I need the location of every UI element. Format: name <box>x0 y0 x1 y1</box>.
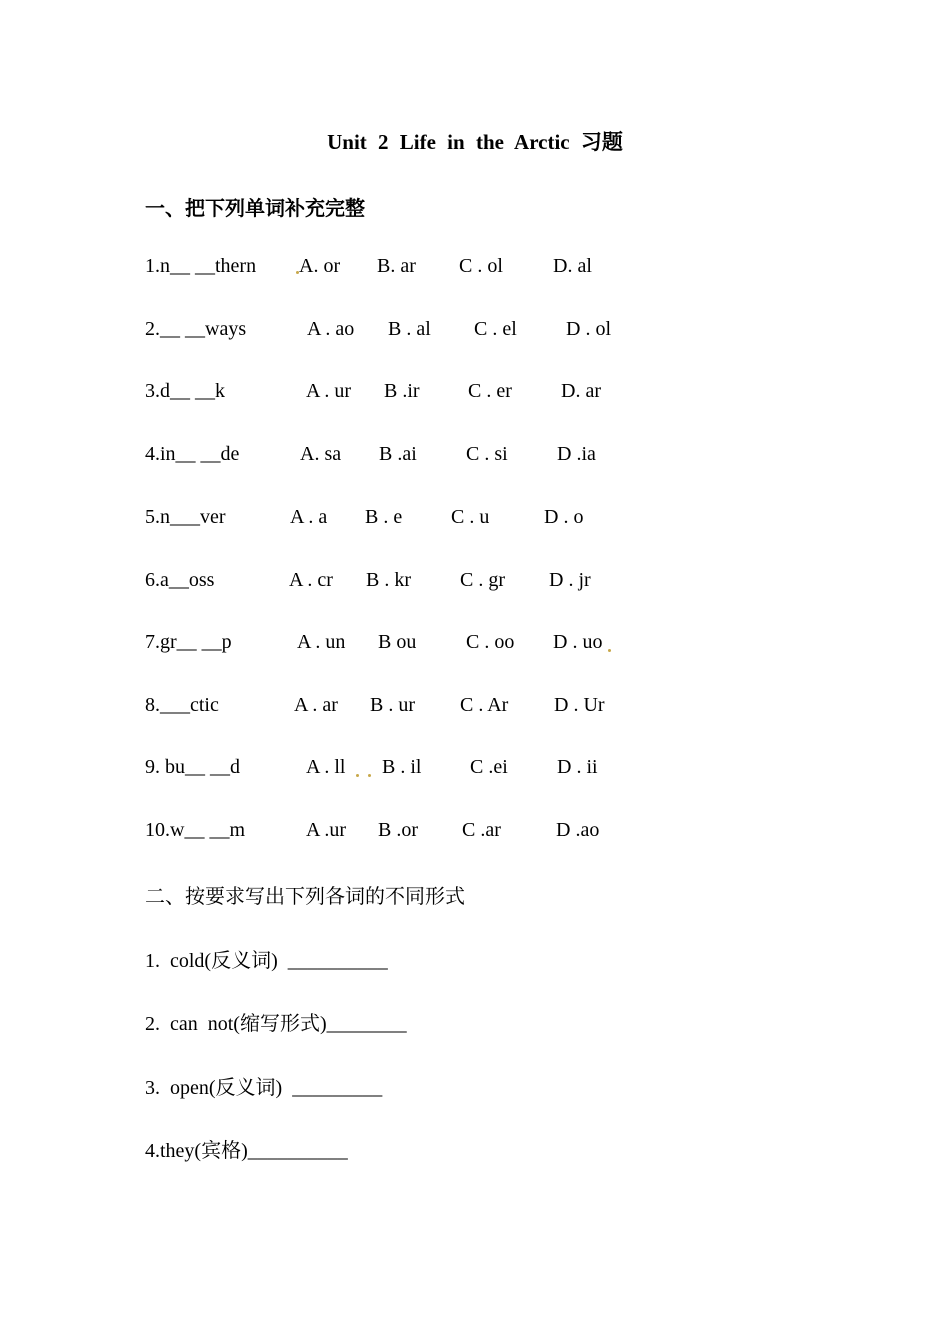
option-d: D. ar <box>561 380 601 402</box>
option-a: A . ao <box>307 318 355 340</box>
question-row <box>0 819 950 849</box>
option-a: A. sa <box>300 443 342 465</box>
option-b: B . kr <box>366 569 411 591</box>
option-a: A . ur <box>306 380 351 402</box>
option-c: C . ol <box>459 255 503 277</box>
option-c: C . gr <box>460 569 505 591</box>
question-row <box>0 631 950 661</box>
question-stem: 3.d__ __k <box>145 380 225 402</box>
option-d: D .ao <box>556 819 600 841</box>
section-1-heading: 一、把下列单词补充完整 <box>145 196 365 220</box>
option-d: D . Ur <box>554 694 605 716</box>
option-d: D . ii <box>557 756 598 778</box>
option-c: C . si <box>466 443 508 465</box>
section-2-heading: 二、按要求写出下列各词的不同形式 <box>145 884 465 908</box>
option-b: B . e <box>365 506 403 528</box>
correction-mark <box>296 271 299 274</box>
question-stem: 10.w__ __m <box>145 819 245 841</box>
option-b: B . al <box>388 318 431 340</box>
option-c: C . Ar <box>460 694 509 716</box>
question-stem: 7.gr__ __p <box>145 631 232 653</box>
option-d: D . jr <box>549 569 591 591</box>
question-row <box>0 506 950 536</box>
option-a: A . a <box>290 506 328 528</box>
option-d: D .ia <box>557 443 596 465</box>
question-row <box>0 255 950 285</box>
option-c: C . el <box>474 318 517 340</box>
word-form-item: 4.they(宾格)__________ <box>145 1140 348 1162</box>
option-c: C .ei <box>470 756 508 778</box>
option-d: D . o <box>544 506 584 528</box>
correction-mark <box>608 649 611 652</box>
option-c: C . oo <box>466 631 515 653</box>
option-a: A . un <box>297 631 346 653</box>
option-a: A . ar <box>294 694 338 716</box>
question-row <box>0 318 950 348</box>
option-d: D . ol <box>566 318 611 340</box>
option-a: A. or <box>299 255 341 277</box>
question-stem: 1.n__ __thern <box>145 255 257 277</box>
option-a: A . ll <box>306 756 346 778</box>
word-form-item: 1. cold(反义词) __________ <box>145 950 388 972</box>
option-b: B .or <box>378 819 418 841</box>
question-row <box>0 443 950 473</box>
correction-mark <box>356 774 359 777</box>
question-stem: 5.n___ver <box>145 506 226 528</box>
option-a: A . cr <box>289 569 333 591</box>
correction-mark <box>368 774 371 777</box>
page-title: Unit 2 Life in the Arctic 习题 <box>327 130 623 154</box>
option-b: B .ai <box>379 443 417 465</box>
option-b: B . ur <box>370 694 415 716</box>
option-c: C . er <box>468 380 512 402</box>
word-form-item: 3. open(反义词) _________ <box>145 1077 383 1099</box>
question-stem: 9. bu__ __d <box>145 756 240 778</box>
option-b: B. ar <box>377 255 416 277</box>
option-d: D . uo <box>553 631 603 653</box>
question-stem: 4.in__ __de <box>145 443 240 465</box>
option-a: A .ur <box>306 819 346 841</box>
question-row <box>0 756 950 786</box>
option-c: C . u <box>451 506 490 528</box>
option-b: B . il <box>382 756 422 778</box>
question-row <box>0 694 950 724</box>
question-stem: 8.___ctic <box>145 694 219 716</box>
option-d: D. al <box>553 255 592 277</box>
word-form-item: 2. can not(缩写形式)________ <box>145 1013 407 1035</box>
option-b: B ou <box>378 631 417 653</box>
question-stem: 6.a__oss <box>145 569 215 591</box>
question-row <box>0 380 950 410</box>
question-stem: 2.__ __ways <box>145 318 247 340</box>
question-row <box>0 569 950 599</box>
option-b: B .ir <box>384 380 420 402</box>
option-c: C .ar <box>462 819 501 841</box>
